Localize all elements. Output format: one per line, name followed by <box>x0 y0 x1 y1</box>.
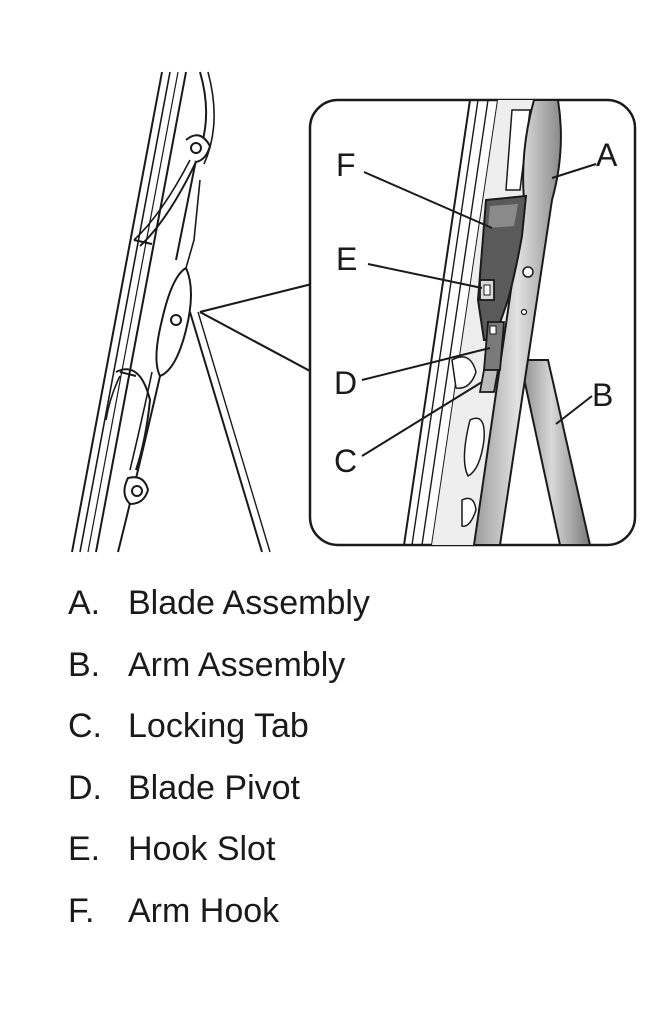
detail-inset <box>310 100 635 545</box>
legend-item <box>68 578 628 640</box>
legend-text: Arm Assembly <box>128 645 346 684</box>
legend-letter: A. <box>68 584 101 622</box>
callout-a: A <box>596 137 618 173</box>
callout-c: C <box>334 443 358 479</box>
legend-text: Arm Hook <box>128 891 280 930</box>
callout-f: F <box>336 147 356 183</box>
legend-item <box>68 640 628 702</box>
legend-item <box>68 886 628 948</box>
callout-e: E <box>336 241 358 277</box>
legend-item <box>68 701 628 763</box>
legend-item <box>68 824 628 886</box>
legend-list <box>68 578 628 947</box>
legend-text: Blade Pivot <box>128 768 300 807</box>
callout-b: B <box>592 377 614 413</box>
legend-letter: C. <box>68 707 102 745</box>
callout-d: D <box>334 365 358 401</box>
legend-letter: E. <box>68 830 101 868</box>
legend-text: Hook Slot <box>128 830 276 868</box>
legend-letter: F. <box>68 891 95 930</box>
legend-text: Locking Tab <box>128 707 309 745</box>
legend-item <box>68 763 628 825</box>
legend-letter: D. <box>68 768 102 807</box>
locking-tab <box>480 370 498 392</box>
legend-letter: B. <box>68 645 101 684</box>
legend-text: Blade Assembly <box>128 584 370 622</box>
